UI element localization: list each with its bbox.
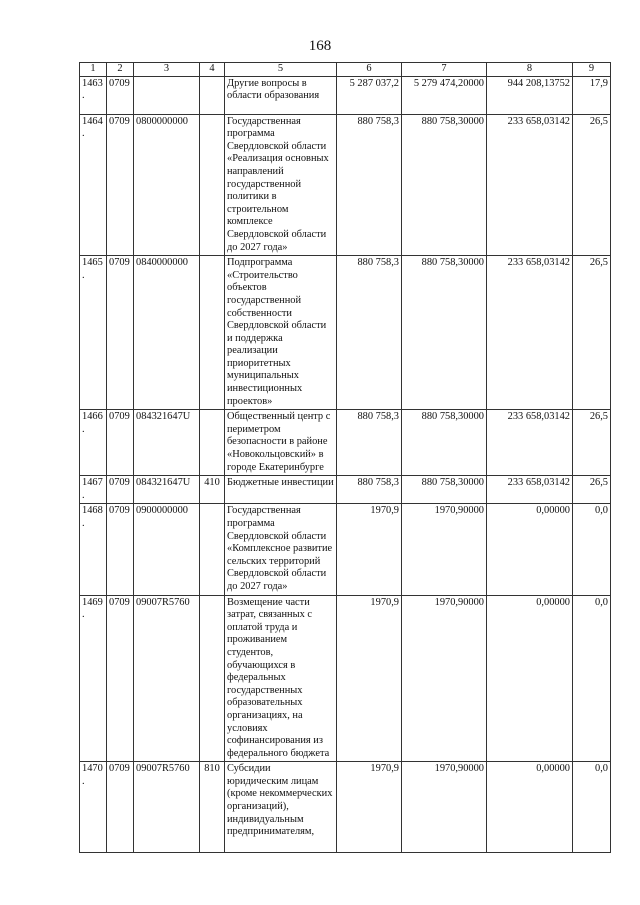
table-row <box>80 114 611 256</box>
target-code: 084321647U <box>134 410 200 476</box>
row-number: 1463. <box>80 76 107 114</box>
table-row <box>80 76 611 114</box>
table-header <box>80 63 611 77</box>
table-row <box>80 476 611 504</box>
table-row <box>80 504 611 595</box>
expense-type-code <box>200 595 225 762</box>
section-code: 0709 <box>107 762 134 853</box>
section-code: 0709 <box>107 410 134 476</box>
approved-amount: 880 758,3 <box>337 476 402 504</box>
section-code: 0709 <box>107 504 134 595</box>
execution-percent: 26,5 <box>573 476 611 504</box>
executed-amount: 0,00000 <box>487 504 573 595</box>
table-body <box>80 76 611 853</box>
column-header: 8 <box>487 63 573 77</box>
executed-amount: 233 658,03142 <box>487 256 573 410</box>
execution-percent: 26,5 <box>573 114 611 256</box>
column-header: 3 <box>134 63 200 77</box>
column-header: 5 <box>225 63 337 77</box>
expense-type-code <box>200 410 225 476</box>
table-row <box>80 595 611 762</box>
column-header: 7 <box>402 63 487 77</box>
refined-amount: 880 758,30000 <box>402 410 487 476</box>
section-code: 0709 <box>107 595 134 762</box>
refined-amount: 5 279 474,20000 <box>402 76 487 114</box>
section-code: 0709 <box>107 76 134 114</box>
executed-amount: 944 208,13752 <box>487 76 573 114</box>
expense-type-code <box>200 114 225 256</box>
table-row <box>80 762 611 853</box>
row-number: 1470. <box>80 762 107 853</box>
refined-amount: 1970,90000 <box>402 595 487 762</box>
approved-amount: 1970,9 <box>337 504 402 595</box>
column-header: 4 <box>200 63 225 77</box>
item-name: Государственная программа Свердловской области «Комплексное развитие сельских территорий Свердловской области до 2027 года» <box>225 504 337 595</box>
row-number: 1465. <box>80 256 107 410</box>
row-number: 1469. <box>80 595 107 762</box>
refined-amount: 880 758,30000 <box>402 256 487 410</box>
row-number: 1467. <box>80 476 107 504</box>
expense-type-code <box>200 256 225 410</box>
item-name: Другие вопросы в области образования <box>225 76 337 114</box>
expense-type-code <box>200 76 225 114</box>
executed-amount: 0,00000 <box>487 595 573 762</box>
executed-amount: 0,00000 <box>487 762 573 853</box>
page-number: 168 <box>308 38 332 54</box>
expense-type-code <box>200 504 225 595</box>
section-code: 0709 <box>107 476 134 504</box>
column-header: 1 <box>80 63 107 77</box>
table-row <box>80 410 611 476</box>
item-name: Общественный центр с периметром безопасности в районе «Новокольцовский» в городе Екатеринбурге <box>225 410 337 476</box>
approved-amount: 1970,9 <box>337 762 402 853</box>
refined-amount: 880 758,30000 <box>402 114 487 256</box>
column-header: 9 <box>573 63 611 77</box>
column-header: 6 <box>337 63 402 77</box>
row-number: 1468. <box>80 504 107 595</box>
budget-table <box>79 62 611 853</box>
execution-percent: 0,0 <box>573 762 611 853</box>
item-name: Государственная программа Свердловской области «Реализация основных направлений государственной политики в строительном комплексе Свердловской области до 2027 года» <box>225 114 337 256</box>
column-header: 2 <box>107 63 134 77</box>
target-code: 09007R5760 <box>134 762 200 853</box>
target-code: 0800000000 <box>134 114 200 256</box>
table-row <box>80 256 611 410</box>
item-name: Подпрограмма «Строительство объектов государственной собственности Свердловской области и поддержка реализации приоритетных муниципальных инвестиционных проектов» <box>225 256 337 410</box>
section-code: 0709 <box>107 256 134 410</box>
row-number: 1466. <box>80 410 107 476</box>
target-code <box>134 76 200 114</box>
header-row <box>80 63 611 77</box>
row-number: 1464. <box>80 114 107 256</box>
expense-type-code: 810 <box>200 762 225 853</box>
item-name: Возмещение части затрат, связанных с оплатой труда и проживанием студентов, обучающихся в федеральных государственных образовательных организациях, на условиях софинансирования из федерального бюджета <box>225 595 337 762</box>
execution-percent: 0,0 <box>573 504 611 595</box>
target-code: 084321647U <box>134 476 200 504</box>
executed-amount: 233 658,03142 <box>487 476 573 504</box>
approved-amount: 5 287 037,2 <box>337 76 402 114</box>
expense-type-code: 410 <box>200 476 225 504</box>
execution-percent: 26,5 <box>573 410 611 476</box>
target-code: 0840000000 <box>134 256 200 410</box>
approved-amount: 880 758,3 <box>337 256 402 410</box>
item-name: Бюджетные инвестиции <box>225 476 337 504</box>
approved-amount: 880 758,3 <box>337 410 402 476</box>
execution-percent: 0,0 <box>573 595 611 762</box>
target-code: 09007R5760 <box>134 595 200 762</box>
item-name: Субсидии юридическим лицам (кроме некоммерческих организаций), индивидуальным предпринимателям, <box>225 762 337 853</box>
approved-amount: 880 758,3 <box>337 114 402 256</box>
execution-percent: 26,5 <box>573 256 611 410</box>
refined-amount: 1970,90000 <box>402 762 487 853</box>
target-code: 0900000000 <box>134 504 200 595</box>
execution-percent: 17,9 <box>573 76 611 114</box>
section-code: 0709 <box>107 114 134 256</box>
executed-amount: 233 658,03142 <box>487 410 573 476</box>
executed-amount: 233 658,03142 <box>487 114 573 256</box>
approved-amount: 1970,9 <box>337 595 402 762</box>
refined-amount: 880 758,30000 <box>402 476 487 504</box>
refined-amount: 1970,90000 <box>402 504 487 595</box>
